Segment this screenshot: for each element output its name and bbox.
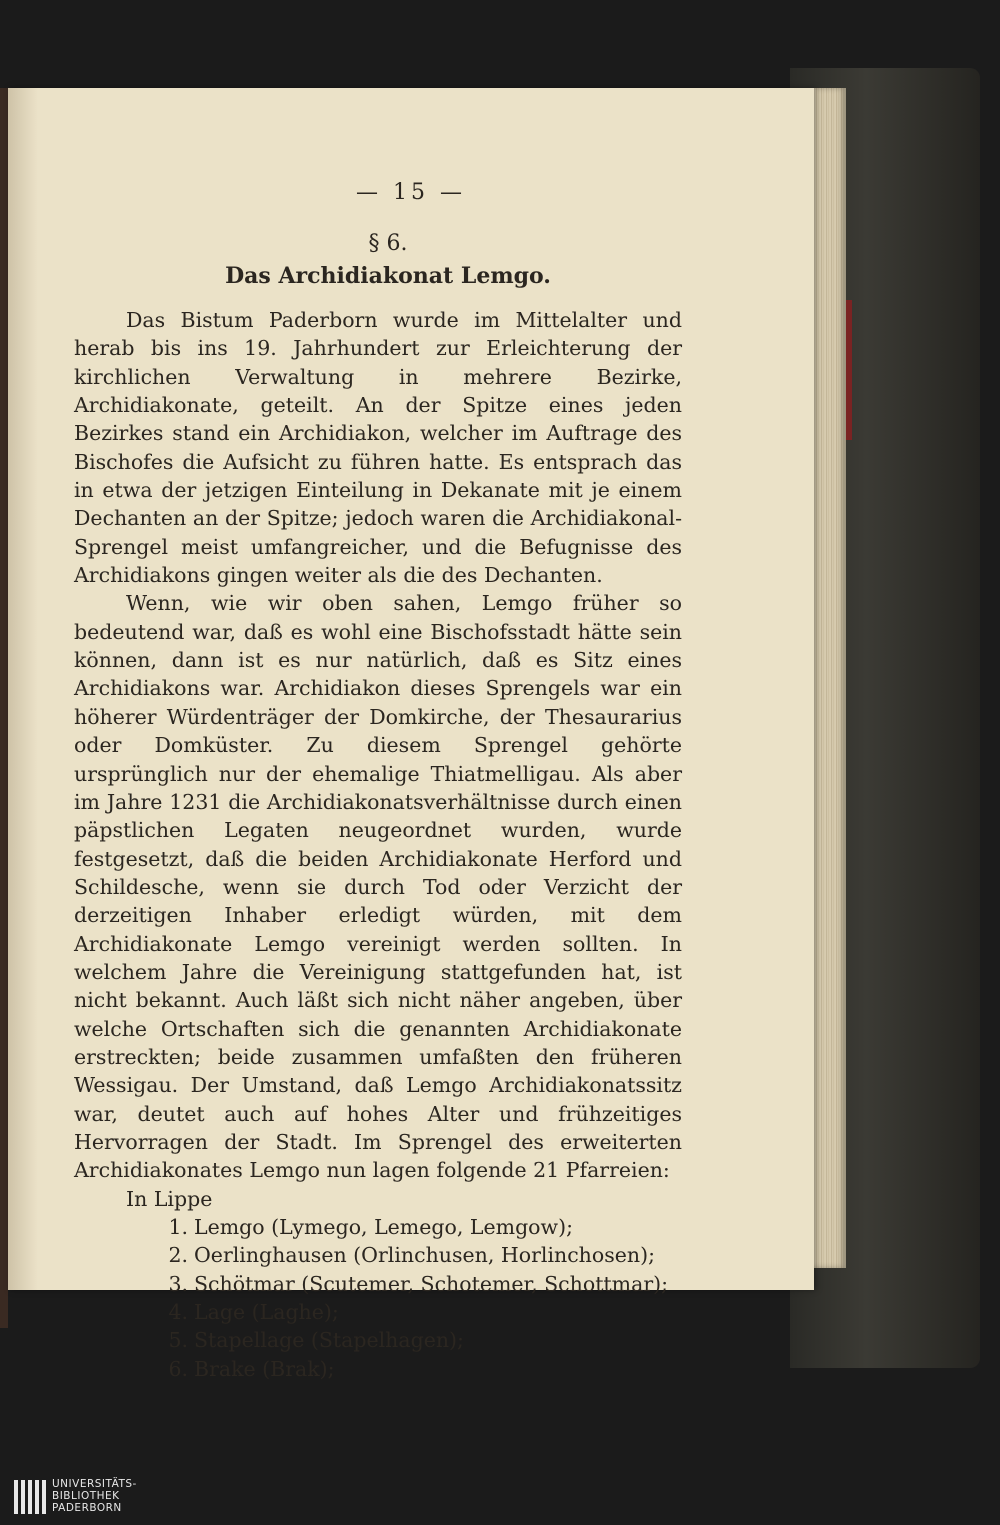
book-page — [8, 88, 814, 1381]
list-item — [160, 1355, 682, 1383]
bookmark-ribbon — [846, 300, 852, 440]
list-item-number: 1. — [168, 1215, 188, 1239]
list-item — [160, 1298, 682, 1326]
list-item — [160, 1213, 682, 1241]
logo-line: BIBLIOTHEK — [52, 1490, 120, 1502]
parish-list — [74, 1213, 682, 1383]
body-text — [74, 306, 682, 1383]
list-heading: In Lippe — [126, 1186, 213, 1211]
left-page-edge — [0, 88, 8, 1328]
page-edges — [812, 88, 846, 1268]
list-item-text: Brake (Brak); — [194, 1356, 335, 1381]
list-item-text: Oerlinghausen (Orlinchusen, Horlinchosen); — [194, 1243, 655, 1268]
section-title: Das Archidiakonat Lemgo. — [225, 263, 551, 289]
page-number: — 15 — — [356, 180, 466, 205]
library-logo-text — [52, 1478, 137, 1514]
list-item-text: Schötmar (Scutemer, Schotemer, Schottmar); — [194, 1271, 669, 1296]
list-item-number: 5. — [168, 1328, 188, 1353]
list-item — [160, 1241, 682, 1269]
library-logo-icon — [14, 1480, 50, 1514]
list-item-text: Stapellage (Stapelhagen); — [194, 1328, 464, 1353]
list-item — [160, 1326, 682, 1354]
section-number: § 6. — [368, 231, 408, 256]
list-item-number: 3. — [168, 1271, 188, 1296]
logo-line: UNIVERSITÄTS- — [52, 1478, 137, 1490]
logo-line: PADERBORN — [52, 1502, 122, 1514]
paragraph: Das Bistum Paderborn wurde im Mittelalter und herab bis ins 19. Jahrhundert zur Erleichterung der kirchlichen Verwaltung in mehrere Bezirke, Archidiakonate, geteilt. An der Spitze eines jeden Bezirkes stand ein Archidiakon, welcher im Auftrage des Bischofes die Aufsicht zu führen hatte. Es entsprach das in etwa der jetzigen Einteilung in Dekanate mit je einem Dechanten an der Spitze; jedoch waren die Archidiakonal-Sprengel meist umfangreicher, und die Befugnisse des Archidiakons gingen weiter als die des Dechanten. — [74, 308, 682, 588]
list-item-number: 4. — [168, 1300, 188, 1325]
list-item — [160, 1270, 682, 1298]
list-item-text: Lage (Laghe); — [194, 1300, 339, 1325]
list-item-number: 2. — [168, 1243, 188, 1268]
list-item-number: 6. — [168, 1356, 188, 1381]
library-logo — [14, 1478, 214, 1518]
paragraph: Wenn, wie wir oben sahen, Lemgo früher so bedeutend war, daß es wohl eine Bischofsstadt hätte sein können, dann ist es nur natürlich, daß es Sitz eines Archidiakons war. Archidiakon dieses Sprengels war ein höherer Würdenträger der Domkirche, der Thesaurarius oder Domküster. Zu diesem Sprengel gehörte ursprünglich nur der ehemalige Thiatmelligau. Als aber im Jahre 1231 die Archidiakonatsverhältnisse durch einen päpstlichen Legaten neugeordnet wurden, wurde festgesetzt, daß die beiden Archidiakonate Herford und Schildesche, wenn sie durch Tod oder Verzicht der derzeitigen Inhaber erledigt würden, mit dem Archidiakonate Lemgo vereinigt werden sollten. In welchem Jahre die Vereinigung stattgefunden hat, ist nicht bekannt. Auch läßt sich nicht näher angeben, über welche Ortschaften sich die genannten Archidiakonate erstreckten; beide zusammen umfaßten den früheren Wessigau. Der Umstand, daß Lemgo Archidiakonatssitz war, deutet auch auf hohes Alter und frühzeitiges Hervorragen der Stadt. Im Sprengel des erweiterten Archidiakonates Lemgo nun lagen folgende 21 Pfarreien: — [74, 591, 682, 1183]
list-item-text: Lemgo (Lymego, Lemego, Lemgow); — [194, 1215, 573, 1239]
